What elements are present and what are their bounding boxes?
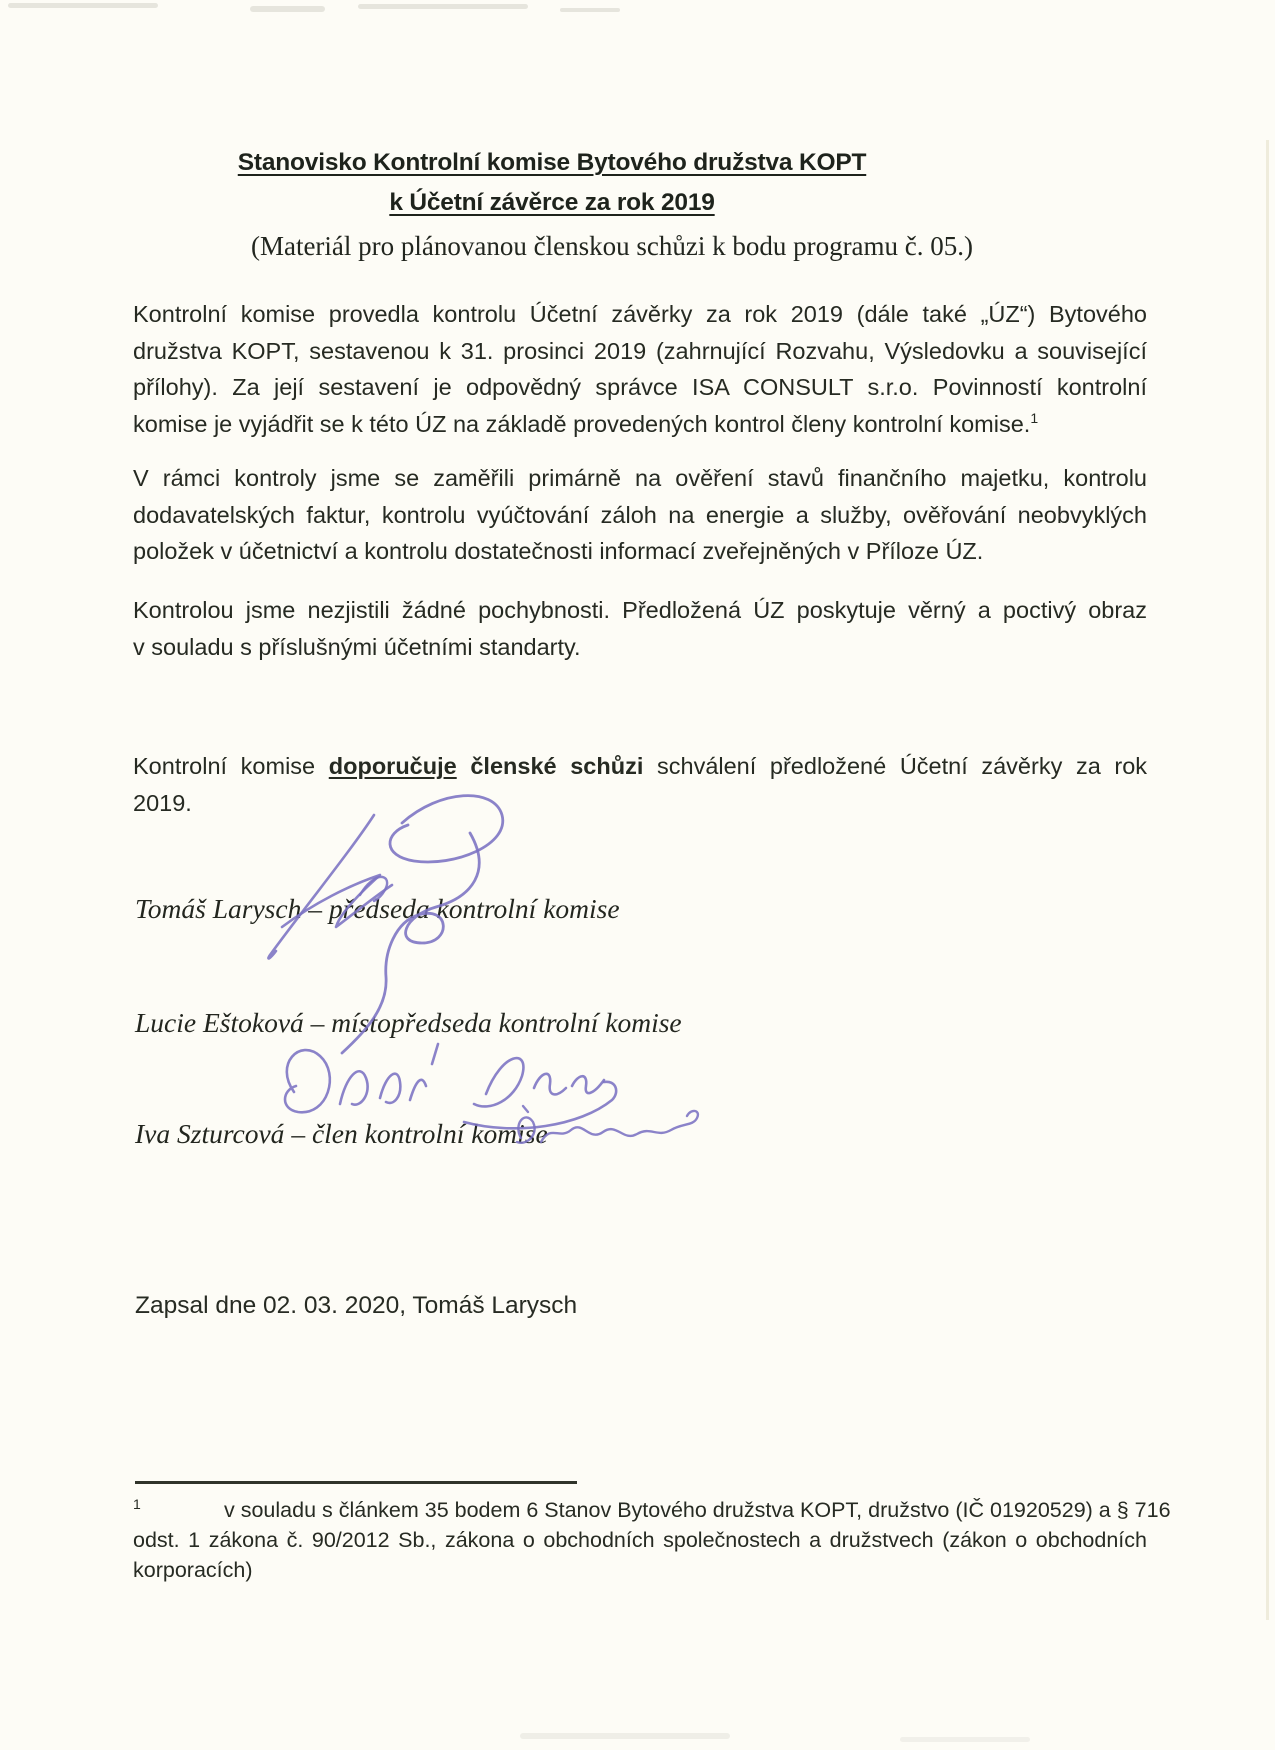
scan-artifact bbox=[900, 1737, 1030, 1742]
text-segment: komise je vyjádřit se k této ÚZ na základě provedených kontrol členy kontrolní komise. bbox=[133, 410, 1031, 437]
scan-artifact bbox=[250, 6, 325, 12]
text-line: V rámci kontroly jsme se zaměřili primárně na ověření stavů finančního majetku, kontrolu bbox=[133, 465, 1147, 491]
text-line bbox=[133, 406, 1147, 443]
signatory-name: Iva Szturcová bbox=[135, 1118, 285, 1149]
scan-artifact bbox=[520, 1733, 730, 1739]
signatory-role: místopředseda kontrolní komise bbox=[331, 1007, 682, 1038]
paragraph-audit-result bbox=[133, 592, 1147, 665]
text-line bbox=[133, 748, 1147, 785]
scan-artifact bbox=[358, 4, 528, 9]
text-line: v souladu s příslušnými účetními standarty. bbox=[133, 633, 581, 660]
dash: – bbox=[308, 893, 322, 924]
signatory-line-vice-chairman bbox=[135, 1007, 1035, 1039]
document-subtitle: (Materiál pro plánovanou členskou schůzi k bodu programu č. 05.) bbox=[250, 231, 974, 261]
footnote-reference: 1 bbox=[1030, 409, 1039, 426]
scan-artifact bbox=[560, 8, 620, 12]
text-segment: v souladu s článkem 35 bodem 6 Stanov Bytového družstva KOPT, družstvo (IČ 01920529) a § 716 bbox=[223, 1498, 1171, 1522]
scan-artifact bbox=[1266, 140, 1269, 1620]
members-meeting-emphasis: členské schůzi bbox=[470, 753, 644, 779]
signatory-name: Lucie Eštoková bbox=[135, 1007, 304, 1038]
text-line: položek v účetnictví a kontrolu dostatečnosti informací zveřejněných v Příloze ÚZ. bbox=[133, 538, 984, 564]
text-line: Kontrolou jsme nezjistili žádné pochybnosti. Předložená ÚZ poskytuje věrný a poctivý obraz bbox=[133, 597, 1147, 623]
text-line: dodavatelských faktur, kontrolu vyúčtování záloh na energie a služby, ověřování neobvyklých bbox=[133, 501, 1147, 528]
dash: – bbox=[291, 1118, 306, 1149]
text-segment: schválení předložené Účetní závěrky za rok bbox=[657, 753, 1148, 779]
recommendation-emphasis: doporučuje bbox=[328, 753, 457, 779]
text-line: 2019. bbox=[133, 789, 192, 816]
signatory-role: předseda kontrolní komise bbox=[328, 893, 620, 924]
footnote-line bbox=[133, 1495, 1171, 1525]
footnote-separator bbox=[135, 1481, 577, 1484]
scan-artifact bbox=[8, 3, 158, 8]
text-segment: Kontrolní komise bbox=[133, 753, 316, 779]
paragraph-recommendation bbox=[133, 748, 1147, 821]
text-line: přílohy). Za její sestavení je odpovědný správce ISA CONSULT s.r.o. Povinností kontrolní bbox=[133, 374, 1147, 400]
footnote-line: odst. 1 zákona č. 90/2012 Sb., zákona o obchodních společnostech a družstvech (zákon o obchodních bbox=[133, 1528, 1147, 1552]
signatory-line-chairman bbox=[135, 893, 1035, 925]
signatory-name: Tomáš Larysch bbox=[135, 893, 302, 924]
record-line: Zapsal dne 02. 03. 2020, Tomáš Larysch bbox=[135, 1292, 578, 1319]
document-title-line1: Stanovisko Kontrolní komise Bytového družstva KOPT bbox=[237, 149, 867, 176]
footnote bbox=[133, 1495, 1171, 1585]
document-title bbox=[0, 143, 1104, 223]
paragraph-audit-focus bbox=[133, 460, 1147, 570]
signatory-line-member bbox=[135, 1118, 1035, 1150]
dash: – bbox=[310, 1007, 325, 1038]
paragraph-audit-scope-intro bbox=[133, 296, 1147, 442]
document-title-line2: k Účetní závěrce za rok 2019 bbox=[389, 189, 715, 216]
text-line: družstva KOPT, sestavenou k 31. prosinci 2019 (zahrnující Rozvahu, Výsledovku a související bbox=[133, 337, 1147, 364]
text-line: Kontrolní komise provedla kontrolu Účetní závěrky za rok 2019 (dále také „ÚZ“) Bytového bbox=[133, 301, 1147, 327]
footnote-marker: 1 bbox=[133, 1495, 141, 1512]
footnote-line: korporacích) bbox=[133, 1558, 253, 1582]
signatory-role: člen kontrolní komise bbox=[311, 1118, 548, 1149]
